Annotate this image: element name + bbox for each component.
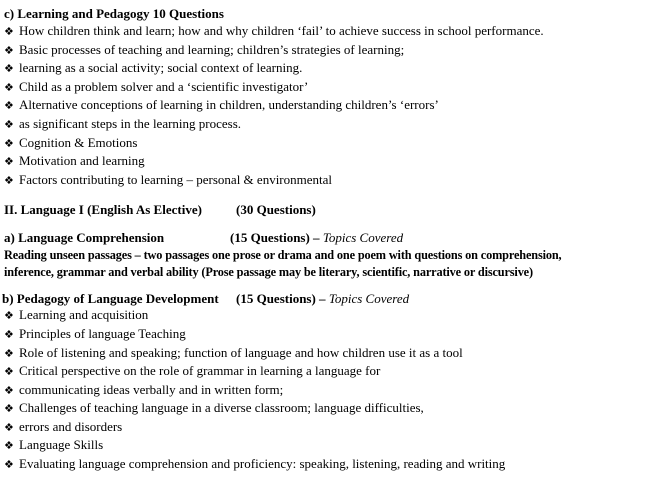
list-item: ❖ Critical perspective on the role of grammar in learning a language for <box>4 363 381 378</box>
bullet-diamond-icon: ❖ <box>4 99 14 112</box>
list-item: ❖ How children think and learn; how and why children ‘fail’ to achieve success in school performance. <box>4 23 544 38</box>
list-item: ❖ Basic processes of teaching and learning; children’s strategies of learning; <box>4 42 405 57</box>
section-a-description-line-1: Reading unseen passages – two passages one prose or drama and one poem with questions on comprehension, <box>4 248 562 262</box>
bullet-diamond-icon: ❖ <box>4 62 14 75</box>
list-item: ❖ Motivation and learning <box>4 153 145 168</box>
bullet-diamond-icon: ❖ <box>4 81 14 94</box>
bullet-diamond-icon: ❖ <box>4 155 14 168</box>
list-item: ❖ Alternative conceptions of learning in children, understanding children’s ‘errors’ <box>4 97 439 112</box>
section-2-heading: II. Language I (English As Elective) <box>4 202 202 217</box>
bullet-diamond-icon: ❖ <box>4 384 14 397</box>
bullet-diamond-icon: ❖ <box>4 174 14 187</box>
list-item: ❖ Cognition & Emotions <box>4 135 138 150</box>
bullet-diamond-icon: ❖ <box>4 25 14 38</box>
list-item: ❖ communicating ideas verbally and in written form; <box>4 382 284 397</box>
section-b-heading: b) Pedagogy of Language Development <box>2 291 219 306</box>
list-item: ❖ learning as a social activity; social context of learning. <box>4 60 303 75</box>
bullet-diamond-icon: ❖ <box>4 328 14 341</box>
bullet-diamond-icon: ❖ <box>4 421 14 434</box>
list-item: ❖ Language Skills <box>4 437 104 452</box>
list-item: ❖ errors and disorders <box>4 419 123 434</box>
list-item: ❖ Learning and acquisition <box>4 307 149 322</box>
section-c-heading: c) Learning and Pedagogy 10 Questions <box>4 6 224 21</box>
bullet-diamond-icon: ❖ <box>4 347 14 360</box>
bullet-diamond-icon: ❖ <box>4 118 14 131</box>
list-item: ❖ as significant steps in the learning process. <box>4 116 242 131</box>
bullet-diamond-icon: ❖ <box>4 365 14 378</box>
section-b-count-line: (15 Questions) – Topics Covered <box>236 291 410 306</box>
section-a-heading: a) Language Comprehension <box>4 230 165 245</box>
section-a-description-line-2: inference, grammar and verbal ability (Prose passage may be literary, scientific, narrative or discursive) <box>4 265 533 279</box>
bullet-diamond-icon: ❖ <box>4 402 14 415</box>
bullet-diamond-icon: ❖ <box>4 44 14 57</box>
list-item: ❖ Child as a problem solver and a ‘scientific investigator’ <box>4 79 309 94</box>
bullet-diamond-icon: ❖ <box>4 309 14 322</box>
list-item: ❖ Evaluating language comprehension and proficiency: speaking, listening, reading and writing <box>4 456 506 471</box>
bullet-diamond-icon: ❖ <box>4 137 14 150</box>
section-a-count-line: (15 Questions) – Topics Covered <box>230 230 404 245</box>
list-item: ❖ Principles of language Teaching <box>4 326 186 341</box>
list-item: ❖ Challenges of teaching language in a diverse classroom; language difficulties, <box>4 400 424 415</box>
section-2-count: (30 Questions) <box>236 202 316 217</box>
bullet-diamond-icon: ❖ <box>4 439 14 452</box>
list-item: ❖ Role of listening and speaking; function of language and how children use it as a tool <box>4 345 463 360</box>
bullet-diamond-icon: ❖ <box>4 458 14 471</box>
list-item: ❖ Factors contributing to learning – personal & environmental <box>4 172 333 187</box>
